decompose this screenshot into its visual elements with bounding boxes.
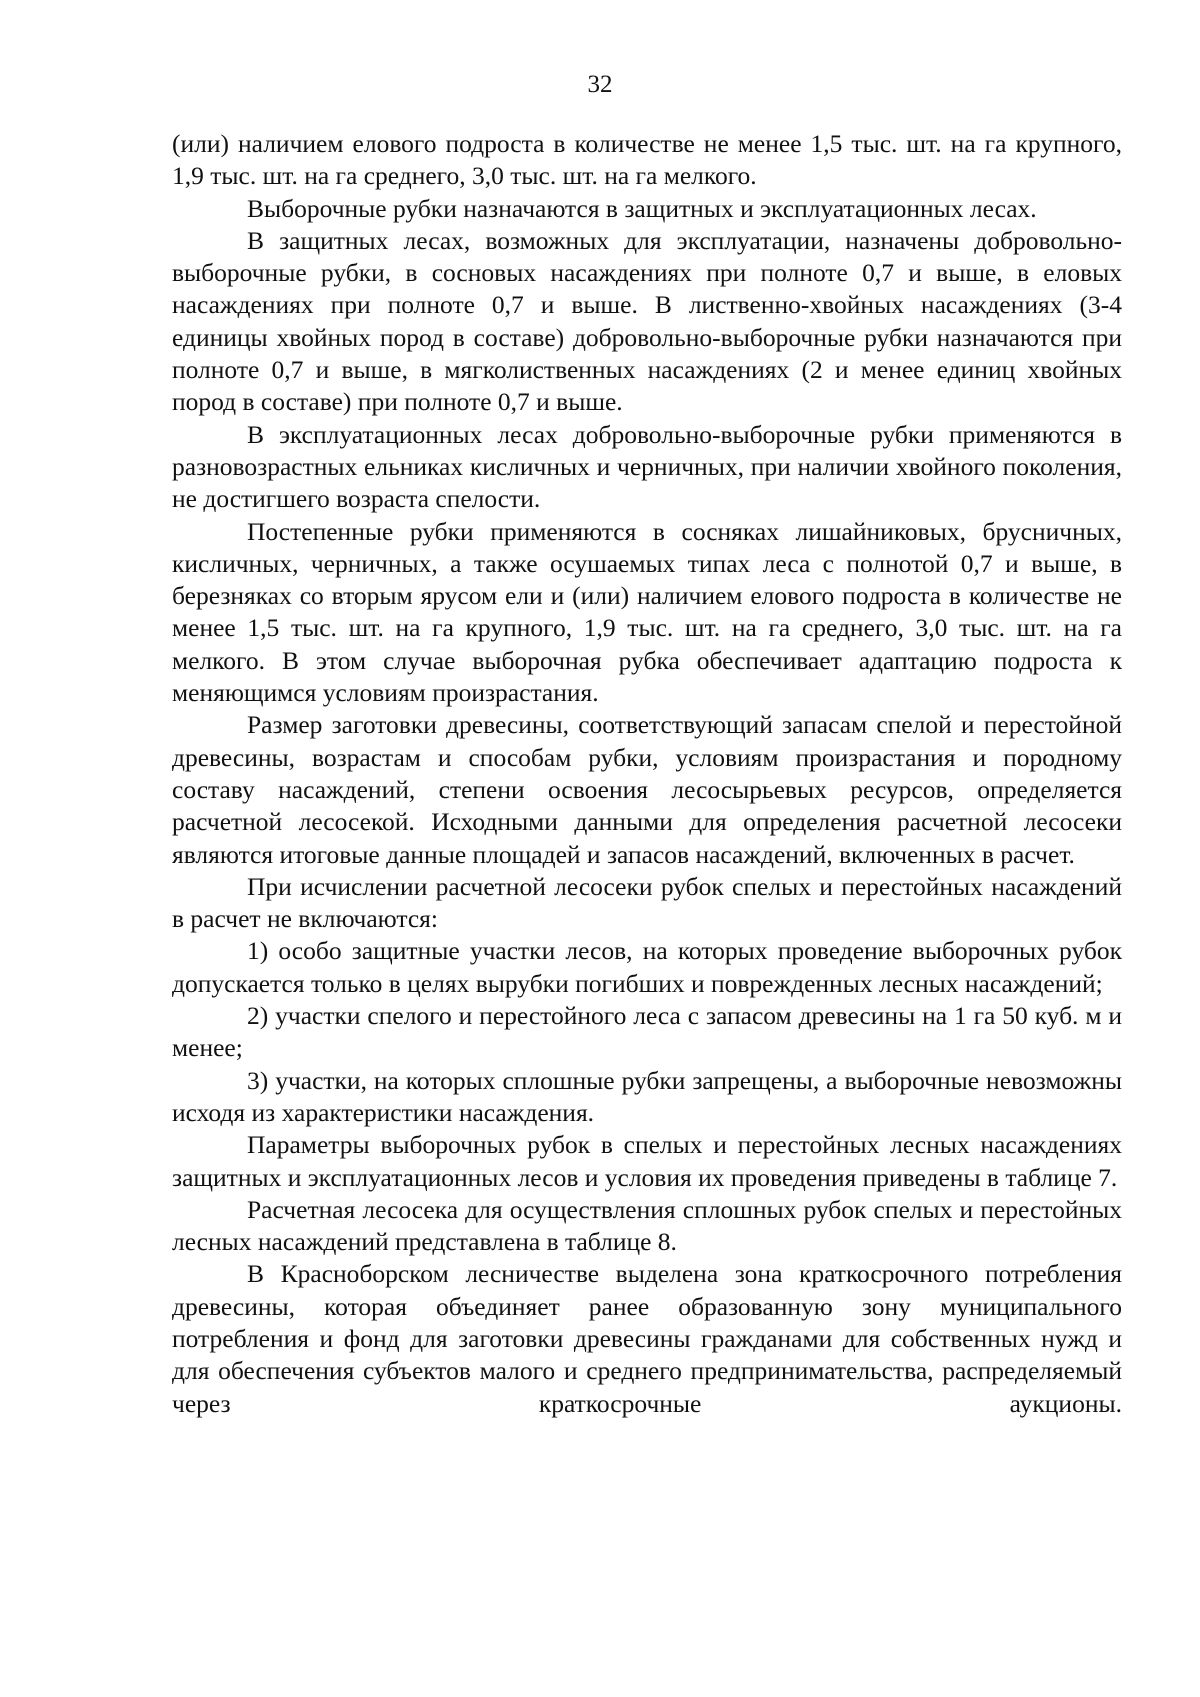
paragraph-harvest-size: Размер заготовки древесины, соответствующий запасам спелой и перестойной древесины, возрастам и способам рубки, условиям произрастания и породному составу насаждений, степени освоения лесосырьевых ресурсов, определяется расчетной лесосекой. Исходными данными для определения расчетной лесосеки являются итоговые данные площадей и запасов насаждений, включенных в расчет. [172, 710, 1122, 869]
paragraph-exclusions-intro: При исчислении расчетной лесосеки рубок спелых и перестойных насаждений в расчет не включаются: [172, 871, 1122, 934]
paragraph-table-7-reference: Параметры выборочных рубок в спелых и перестойных лесных насаждениях защитных и эксплуатационных лесов и условия их проведения приведены в таблице 7. [172, 1130, 1122, 1192]
document-body [172, 128, 1122, 1420]
paragraph-short-term-zone: В Красноборском лесничестве выделена зона краткосрочного потребления древесины, которая объединяет ранее образованную зону муниципального потребления и фонд для заготовки древесины гражданами для собственных нужд и для обеспечения субъектов малого и среднего предпринимательства, распределяемый через краткосрочные аукционы. [172, 1259, 1122, 1418]
paragraph-continuation: (или) наличием елового подроста в количестве не менее 1,5 тыс. шт. на га крупного, 1,9 тыс. шт. на га среднего, 3,0 тыс. шт. на га мелкого. [172, 129, 1122, 191]
paragraph-selective-cuttings: Выборочные рубки назначаются в защитных и эксплуатационных лесах. [247, 193, 1037, 223]
paragraph-exploitation-forests: В эксплуатационных лесах добровольно-выборочные рубки применяются в разновозрастных ельниках кисличных и черничных, при наличии хвойного поколения, не достигшего возраста спелости. [172, 419, 1122, 514]
paragraph-protective-forests: В защитных лесах, возможных для эксплуатации, назначены добровольно-выборочные рубки, в сосновых насаждениях при полноте 0,7 и выше, в еловых насаждениях при полноте 0,7 и выше. В лиственно-хвойных насаждениях (3-4 единицы хвойных пород в составе) добровольно-выборочные рубки назначаются при полноте 0,7 и выше, в мягколиственных насаждениях (2 и менее единиц хвойных пород в составе) при полноте 0,7 и выше. [172, 225, 1122, 417]
list-item-2: 2) участки спелого и перестойного леса с запасом древесины на 1 га 50 куб. м и менее; [172, 1001, 1122, 1063]
list-item-1: 1) особо защитные участки лесов, на которых проведение выборочных рубок допускается только в целях вырубки погибших и поврежденных лесных насаждений; [172, 936, 1122, 998]
paragraph-table-8-reference: Расчетная лесосека для осуществления сплошных рубок спелых и перестойных лесных насаждений представлена в таблице 8. [172, 1194, 1122, 1257]
list-item-3: 3) участки, на которых сплошные рубки запрещены, а выборочные невозможны исходя из характеристики насаждения. [172, 1065, 1122, 1127]
paragraph-gradual-cuttings: Постепенные рубки применяются в сосняках лишайниковых, брусничных, кисличных, черничных, а также осушаемых типах леса с полнотой 0,7 и выше, в березняках со вторым ярусом ели и (или) наличием елового подроста в количестве не менее 1,5 тыс. шт. на га крупного, 1,9 тыс. шт. на га среднего, 3,0 тыс. шт. на га мелкого. В этом случае выборочная рубка обеспечивает адаптацию подроста к меняющимся условиям произрастания. [172, 516, 1122, 708]
page-number: 32 [587, 71, 613, 98]
